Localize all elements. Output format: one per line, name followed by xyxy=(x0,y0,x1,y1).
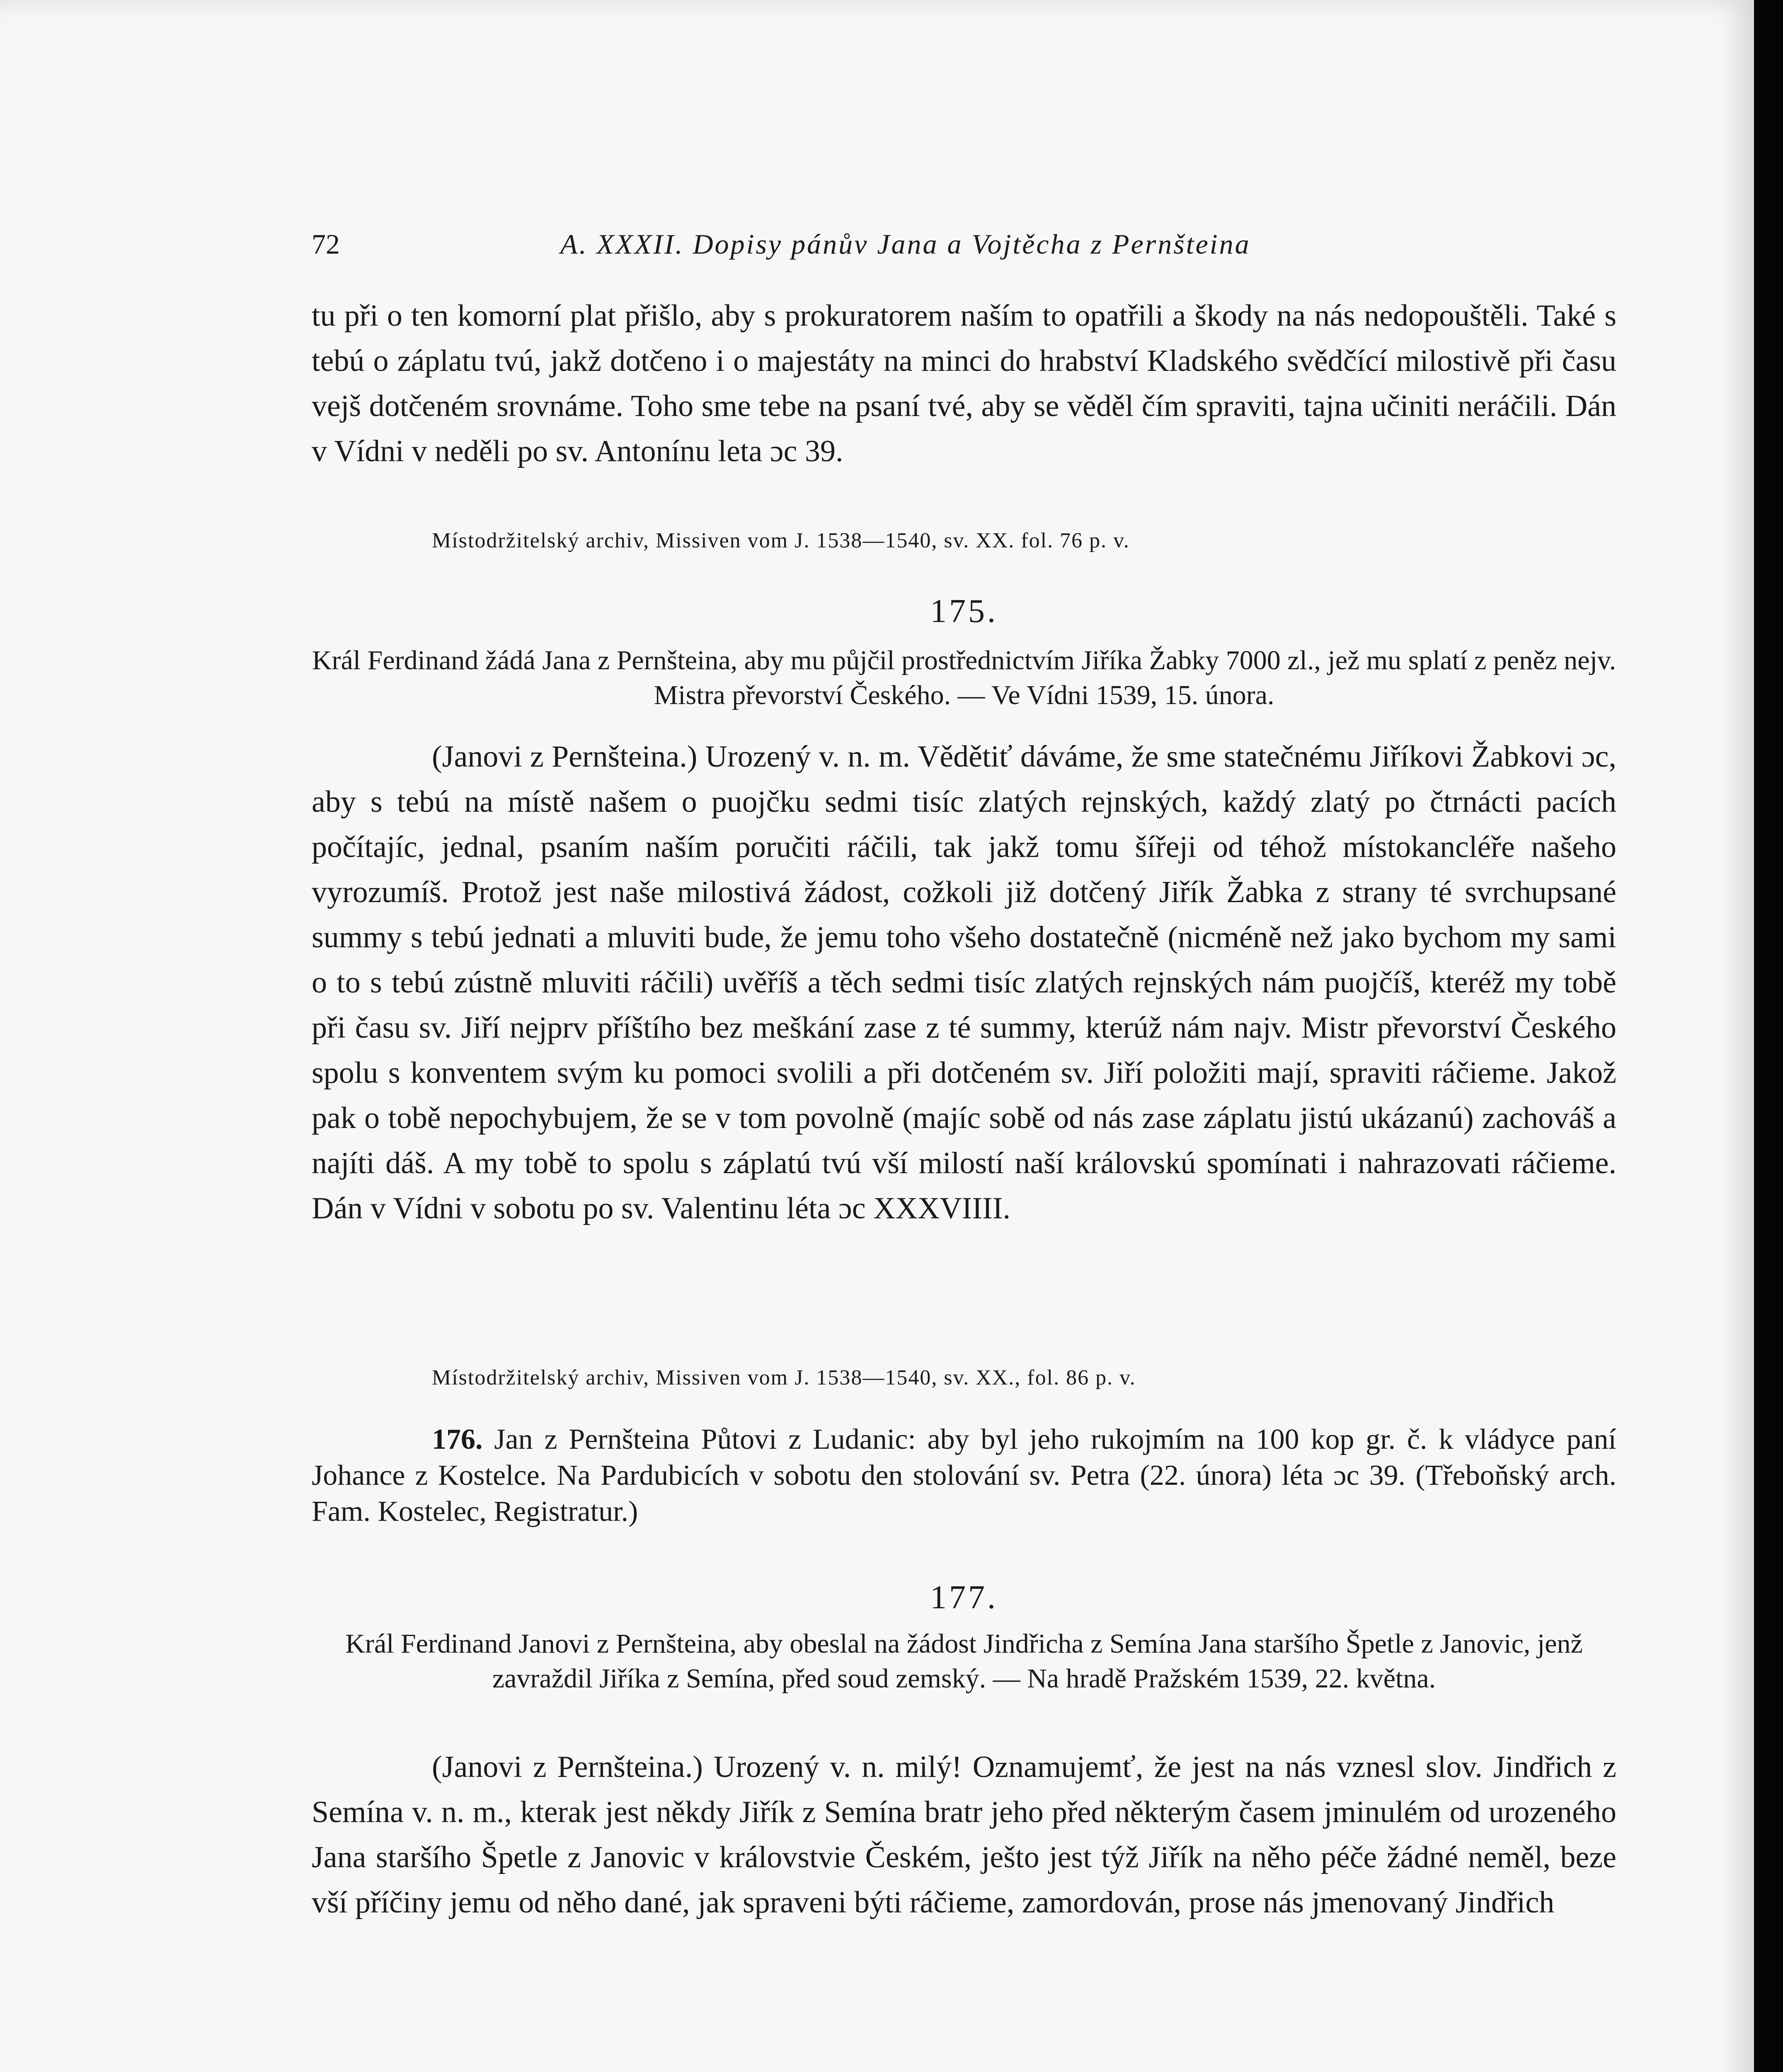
page-number: 72 xyxy=(312,228,340,260)
document-175 xyxy=(312,593,1616,630)
continuation-text: tu při o ten komorní plat přišlo, aby s prokuratorem naším to opatřili a škody na nás nedopouštěli. Také s tebú o záplatu tvú, jakž dotčeno i o majestáty na minci do hrabství Kladského svědčící milostivě při času vejš dotčeném srovnáme. Toho sme tebe na psaní tvé, aby se věděl čím spraviti, tajna učiniti neráčili. Dán v Vídni v neděli po sv. Antonínu leta ɔc 39. xyxy=(312,299,1616,468)
document-number-175: 175. xyxy=(930,593,998,629)
page-header xyxy=(312,220,1377,269)
document-177-body: (Janovi z Pernšteina.) Urozený v. n. milý! Oznamujemť, že jest na nás vznesl slov. Jindřich z Semína v. n. m., kterak jest někdy Jiřík z Semína bratr jeho před některým časem jminulém od urozeného Jana staršího Špetle z Janovic v královstvie Českém, ješto jest týž Jiřík na něho péče žádné neměl, beze vší příčiny jemu od něho dané, jak spraveni býti ráčieme, zamordován, prose nás jmenovaný Jindřich xyxy=(312,1750,1616,1920)
document-number-176: 176. xyxy=(432,1423,483,1455)
document-175-source: Místodržitelský archiv, Missiven vom J. 1538—1540, sv. XX., fol. 86 p. v. xyxy=(432,1366,1136,1389)
document-175-summary-block xyxy=(312,643,1616,713)
document-175-body: (Janovi z Pernšteina.) Urozený v. n. m. Vědětiť dáváme, že sme statečnému Jiříkovi Žabkovi ɔc, aby s tebú na místě našem o puojčku sedmi tisíc zlatých rejnských, každý zlatý po čtrnácti pacích počítajíc, jednal, psaním naším poručiti ráčili, tak jakž tomu šířeji od téhož místokancléře našeho vyrozumíš. Protož jest naše milostivá žádost, cožkoli již dotčený Jiřík Žabka z strany té svrchupsané summy s tebú jednati a mluviti bude, že jemu toho všeho dostatečně (nicméně než jako bychom my sami o to s tebú zústně mluviti ráčili) uvěříš a těch sedmi tisíc zlatých rejnských nám puojčíš, kteréž my tobě při času sv. Jiří nejprv příštího bez meškání zase z té summy, kterúž nám najv. Mistr převorství Českého spolu s konventem svým ku pomoci svolili a při dotčeném sv. Jiří položiti mají, spraviti ráčieme. Jakož pak o tobě nepochybujem, že se v tom povolně (majíc sobě od nás zase záplatu jistú ukázanú) zachováš a najíti dáš. A my tobě to spolu s záplatú tvú vší milostí naší královskú spomínati i nahrazovati ráčieme. Dán v Vídni v sobotu po sv. Valentinu léta ɔc XXXVIIII. xyxy=(312,740,1616,1225)
document-177-body-block xyxy=(312,1745,1616,1925)
continuation-source-block xyxy=(312,526,1616,555)
document-number-177: 177. xyxy=(930,1579,998,1616)
document-175-source-block xyxy=(312,1363,1616,1392)
document-176-text: Jan z Pernšteina Půtovi z Ludanic: aby byl jeho rukojmím na 100 kop gr. č. k vládyce paní Johance z Kostelce. Na Pardubicích v sobotu den stolování sv. Petra (22. února) léta ɔc 39. (Třeboňský arch. Fam. Kostelec, Registratur.) xyxy=(312,1423,1617,1527)
running-title: A. XXXII. Dopisy pánův Jana a Vojtěcha z Pernšteina xyxy=(560,228,1251,260)
document-177 xyxy=(312,1579,1616,1617)
document-175-body-block xyxy=(312,734,1616,1231)
document-176-regest xyxy=(312,1421,1616,1530)
document-177-summary-block xyxy=(312,1627,1616,1696)
document-176 xyxy=(312,1421,1616,1530)
document-175-summary: Král Ferdinand žádá Jana z Pernšteina, aby mu půjčil prostřednictvím Jiříka Žabky 7000 zl., jež mu splatí z peněz nejv. Mistra převorství Českého. — Ve Vídni 1539, 15. února. xyxy=(312,645,1616,710)
scan-border xyxy=(1754,0,1783,2072)
continuation-block xyxy=(312,293,1616,474)
document-177-summary: Král Ferdinand Janovi z Pernšteina, aby obeslal na žádost Jindřicha z Semína Jana staršího Špetle z Janovic, jenž zavraždil Jiříka z Semína, před soud zemský. — Na hradě Pražském 1539, 22. května. xyxy=(345,1629,1583,1694)
continuation-source: Místodržitelský archiv, Missiven vom J. 1538—1540, sv. XX. fol. 76 p. v. xyxy=(432,529,1130,552)
